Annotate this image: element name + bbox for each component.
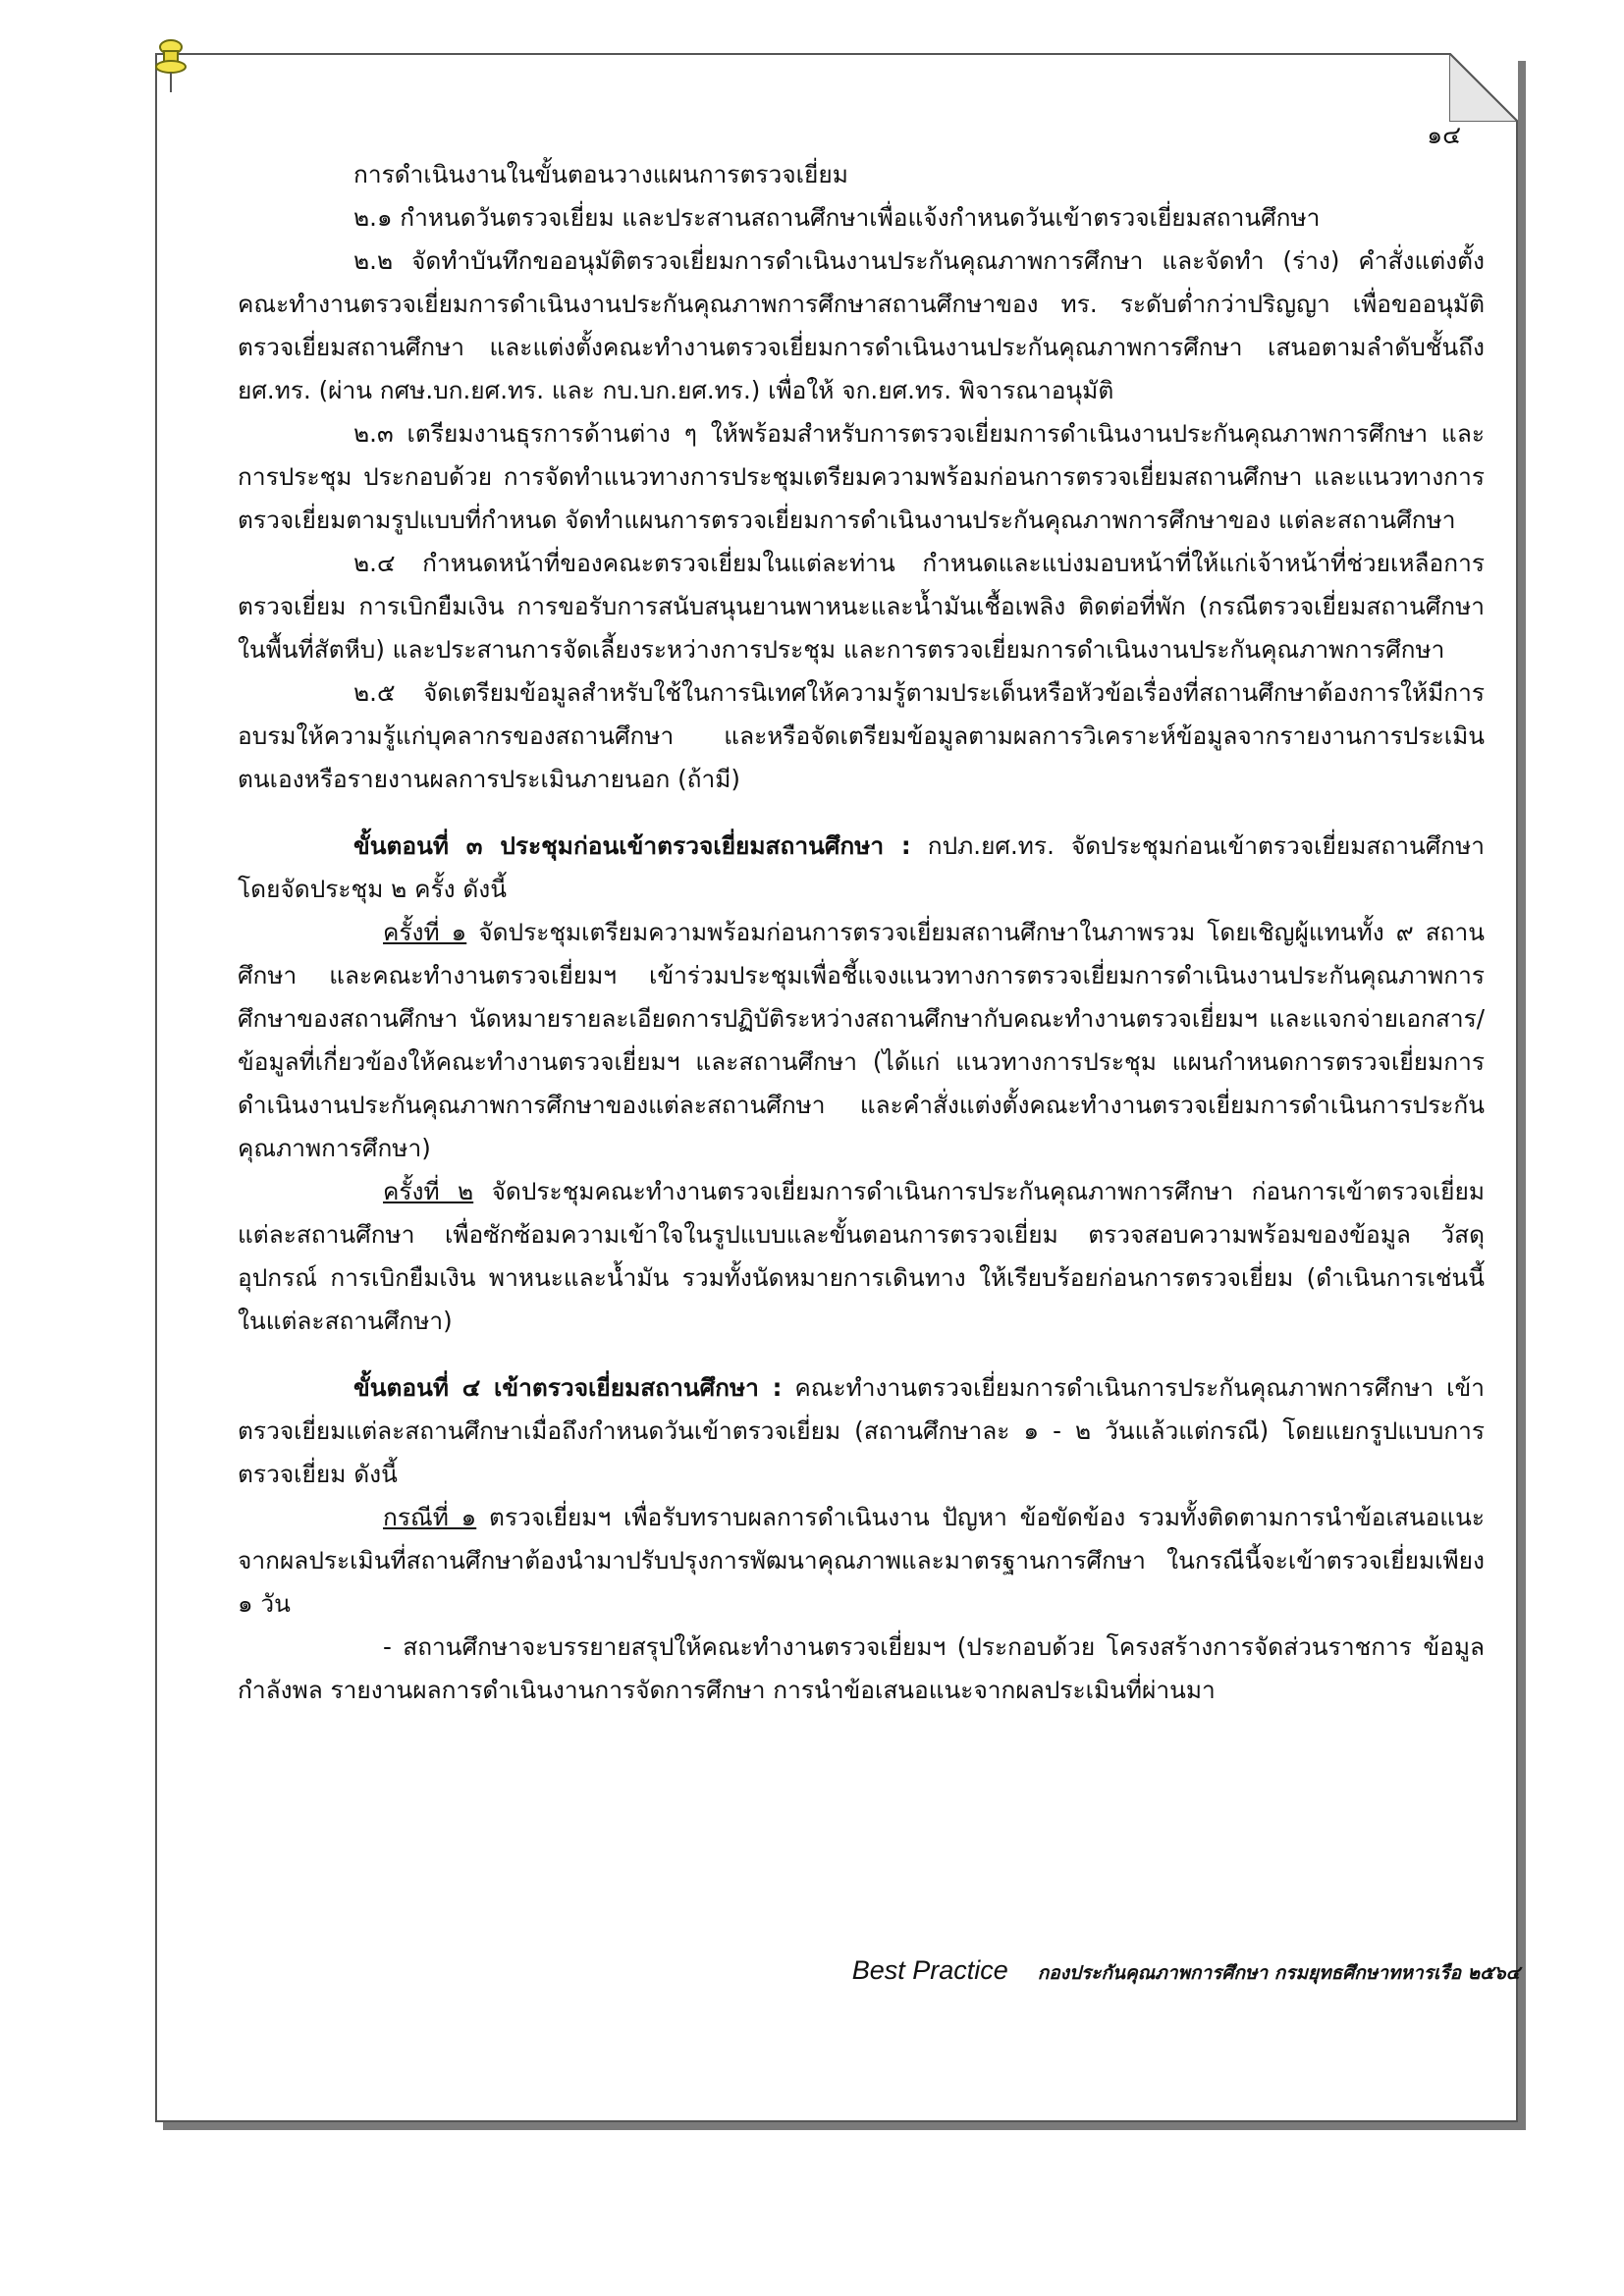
page-number: ๑๔	[1427, 121, 1461, 149]
briefing-bullet: - สถานศึกษาจะบรรยายสรุปให้คณะทำงานตรวจเยี่ยมฯ (ประกอบด้วย โครงสร้างการจัดส่วนราชการ ข้อมูลกำลังพล รายงานผลการดำเนินงานการจัดการศึกษา การนำข้อเสนอแนะจากผลประเมินที่ผ่านมา	[238, 1632, 1485, 1704]
case-1-paragraph	[238, 1496, 1485, 1626]
meeting-1-label: ครั้งที่ ๑	[383, 918, 467, 946]
step-4-paragraph	[238, 1366, 1485, 1496]
step-3-text: กปภ.ยศ.ทร. จัดประชุมก่อนเข้าตรวจเยี่ยมสถานศึกษา โดยจัดประชุม ๒ ครั้ง ดังนี้	[238, 831, 1485, 903]
section-heading: การดำเนินงานในขั้นตอนวางแผนการตรวจเยี่ยม	[353, 160, 848, 188]
footer-organization: กองประกันคุณภาพการศึกษา กรมยุทธศึกษาทหารเรือ ๒๕๖๔	[1037, 1962, 1520, 1984]
case-1-text: ตรวจเยี่ยมฯ เพื่อรับทราบผลการดำเนินงาน ปัญหา ข้อขัดข้อง รวมทั้งติดตามการนำข้อเสนอแนะจากผลประเมินที่สถานศึกษาต้องนำมาปรับปรุงการพัฒนาคุณภาพและมาตรฐานการศึกษา ในกรณีนี้จะเข้าตรวจเยี่ยมเพียง ๑ วัน	[238, 1503, 1485, 1618]
pushpin-icon	[151, 37, 190, 94]
document-body	[238, 153, 1485, 1712]
meeting-2-paragraph	[238, 1170, 1485, 1343]
page-footer	[852, 1955, 1520, 1988]
document-page	[155, 53, 1518, 2122]
step-3-paragraph	[238, 825, 1485, 911]
case-1-label: กรณีที่ ๑	[383, 1503, 477, 1531]
step-4-text: คณะทำงานตรวจเยี่ยมการดำเนินการประกันคุณภาพการศึกษา เข้าตรวจเยี่ยมแต่ละสถานศึกษาเมื่อถึงกำหนดวันเข้าตรวจเยี่ยม (สถานศึกษาละ ๑ - ๒ วันแล้วแต่กรณี) โดยแยกรูปแบบการตรวจเยี่ยม ดังนี้	[238, 1373, 1485, 1488]
step-3-title: ขั้นตอนที่ ๓ ประชุมก่อนเข้าตรวจเยี่ยมสถานศึกษา :	[353, 831, 911, 860]
step-4-title: ขั้นตอนที่ ๔ เข้าตรวจเยี่ยมสถานศึกษา :	[353, 1373, 783, 1402]
item-2-2: ๒.๒ จัดทำบันทึกขออนุมัติตรวจเยี่ยมการดำเนินงานประกันคุณภาพการศึกษา และจัดทำ (ร่าง) คำสั่งแต่งตั้งคณะทำงานตรวจเยี่ยมการดำเนินงานประกันคุณภาพการศึกษาสถานศึกษาของ ทร. ระดับต่ำกว่าปริญญา เพื่อขออนุมัติตรวจเยี่ยมสถานศึกษา และแต่งตั้งคณะทำงานตรวจเยี่ยมการดำเนินงานประกันคุณภาพการศึกษา เสนอตามลำดับชั้นถึง ยศ.ทร. (ผ่าน กศษ.บก.ยศ.ทร. และ กบ.บก.ยศ.ทร.) เพื่อให้ จก.ยศ.ทร. พิจารณาอนุมัติ	[238, 246, 1485, 404]
footer-best-practice: Best Practice	[851, 1955, 1008, 1985]
meeting-2-label: ครั้งที่ ๒	[383, 1177, 474, 1205]
meeting-1-text: จัดประชุมเตรียมความพร้อมก่อนการตรวจเยี่ยมสถานศึกษาในภาพรวม โดยเชิญผู้แทนทั้ง ๙ สถานศึกษา และคณะทำงานตรวจเยี่ยมฯ เข้าร่วมประชุมเพื่อชี้แจงแนวทางการตรวจเยี่ยมการดำเนินงานประกันคุณภาพการศึกษาของสถานศึกษา นัดหมายรายละเอียดการปฏิบัติระหว่างสถานศึกษากับคณะทำงานตรวจเยี่ยมฯ และแจกจ่ายเอกสาร/ข้อมูลที่เกี่ยวข้องให้คณะทำงานตรวจเยี่ยมฯ และสถานศึกษา (ได้แก่ แนวทางการประชุม แผนกำหนดการตรวจเยี่ยมการดำเนินงานประกันคุณภาพการศึกษาของแต่ละสถานศึกษา และคำสั่งแต่งตั้งคณะทำงานตรวจเยี่ยมการดำเนินการประกันคุณภาพการศึกษา)	[238, 918, 1485, 1162]
meeting-2-text: จัดประชุมคณะทำงานตรวจเยี่ยมการดำเนินการประกันคุณภาพการศึกษา ก่อนการเข้าตรวจเยี่ยมแต่ละสถานศึกษา เพื่อซักซ้อมความเข้าใจในรูปแบบและขั้นตอนการตรวจเยี่ยม ตรวจสอบความพร้อมของข้อมูล วัสดุอุปกรณ์ การเบิกยืมเงิน พาหนะและน้ำมัน รวมทั้งนัดหมายการเดินทาง ให้เรียบร้อยก่อนการตรวจเยี่ยม (ดำเนินการเช่นนี้ในแต่ละสถานศึกษา)	[238, 1177, 1485, 1335]
item-2-1: ๒.๑ กำหนดวันตรวจเยี่ยม และประสานสถานศึกษาเพื่อแจ้งกำหนดวันเข้าตรวจเยี่ยมสถานศึกษา	[353, 203, 1321, 232]
page-fold-corner	[1449, 53, 1518, 122]
item-2-3: ๒.๓ เตรียมงานธุรการด้านต่าง ๆ ให้พร้อมสำหรับการตรวจเยี่ยมการดำเนินงานประกันคุณภาพการศึกษา และการประชุม ประกอบด้วย การจัดทำแนวทางการประชุมเตรียมความพร้อมก่อนการตรวจเยี่ยมสถานศึกษา และแนวทางการตรวจเยี่ยมตามรูปแบบที่กำหนด จัดทำแผนการตรวจเยี่ยมการดำเนินงานประกันคุณภาพการศึกษาของ แต่ละสถานศึกษา	[238, 419, 1485, 534]
item-2-5: ๒.๕ จัดเตรียมข้อมูลสำหรับใช้ในการนิเทศให้ความรู้ตามประเด็นหรือหัวข้อเรื่องที่สถานศึกษาต้องการให้มีการอบรมให้ความรู้แก่บุคลากรของสถานศึกษา และหรือจัดเตรียมข้อมูลตามผลการวิเคราะห์ข้อมูลจากรายงานการประเมินตนเองหรือรายงานผลการประเมินภายนอก (ถ้ามี)	[238, 678, 1485, 793]
item-2-4: ๒.๔ กำหนดหน้าที่ของคณะตรวจเยี่ยมในแต่ละท่าน กำหนดและแบ่งมอบหน้าที่ให้แก่เจ้าหน้าที่ช่วยเหลือการตรวจเยี่ยม การเบิกยืมเงิน การขอรับการสนับสนุนยานพาหนะและน้ำมันเชื้อเพลิง ติดต่อที่พัก (กรณีตรวจเยี่ยมสถานศึกษาในพื้นที่สัตหีบ) และประสานการจัดเลี้ยงระหว่างการประชุม และการตรวจเยี่ยมการดำเนินงานประกันคุณภาพการศึกษา	[238, 549, 1485, 664]
meeting-1-paragraph	[238, 911, 1485, 1170]
